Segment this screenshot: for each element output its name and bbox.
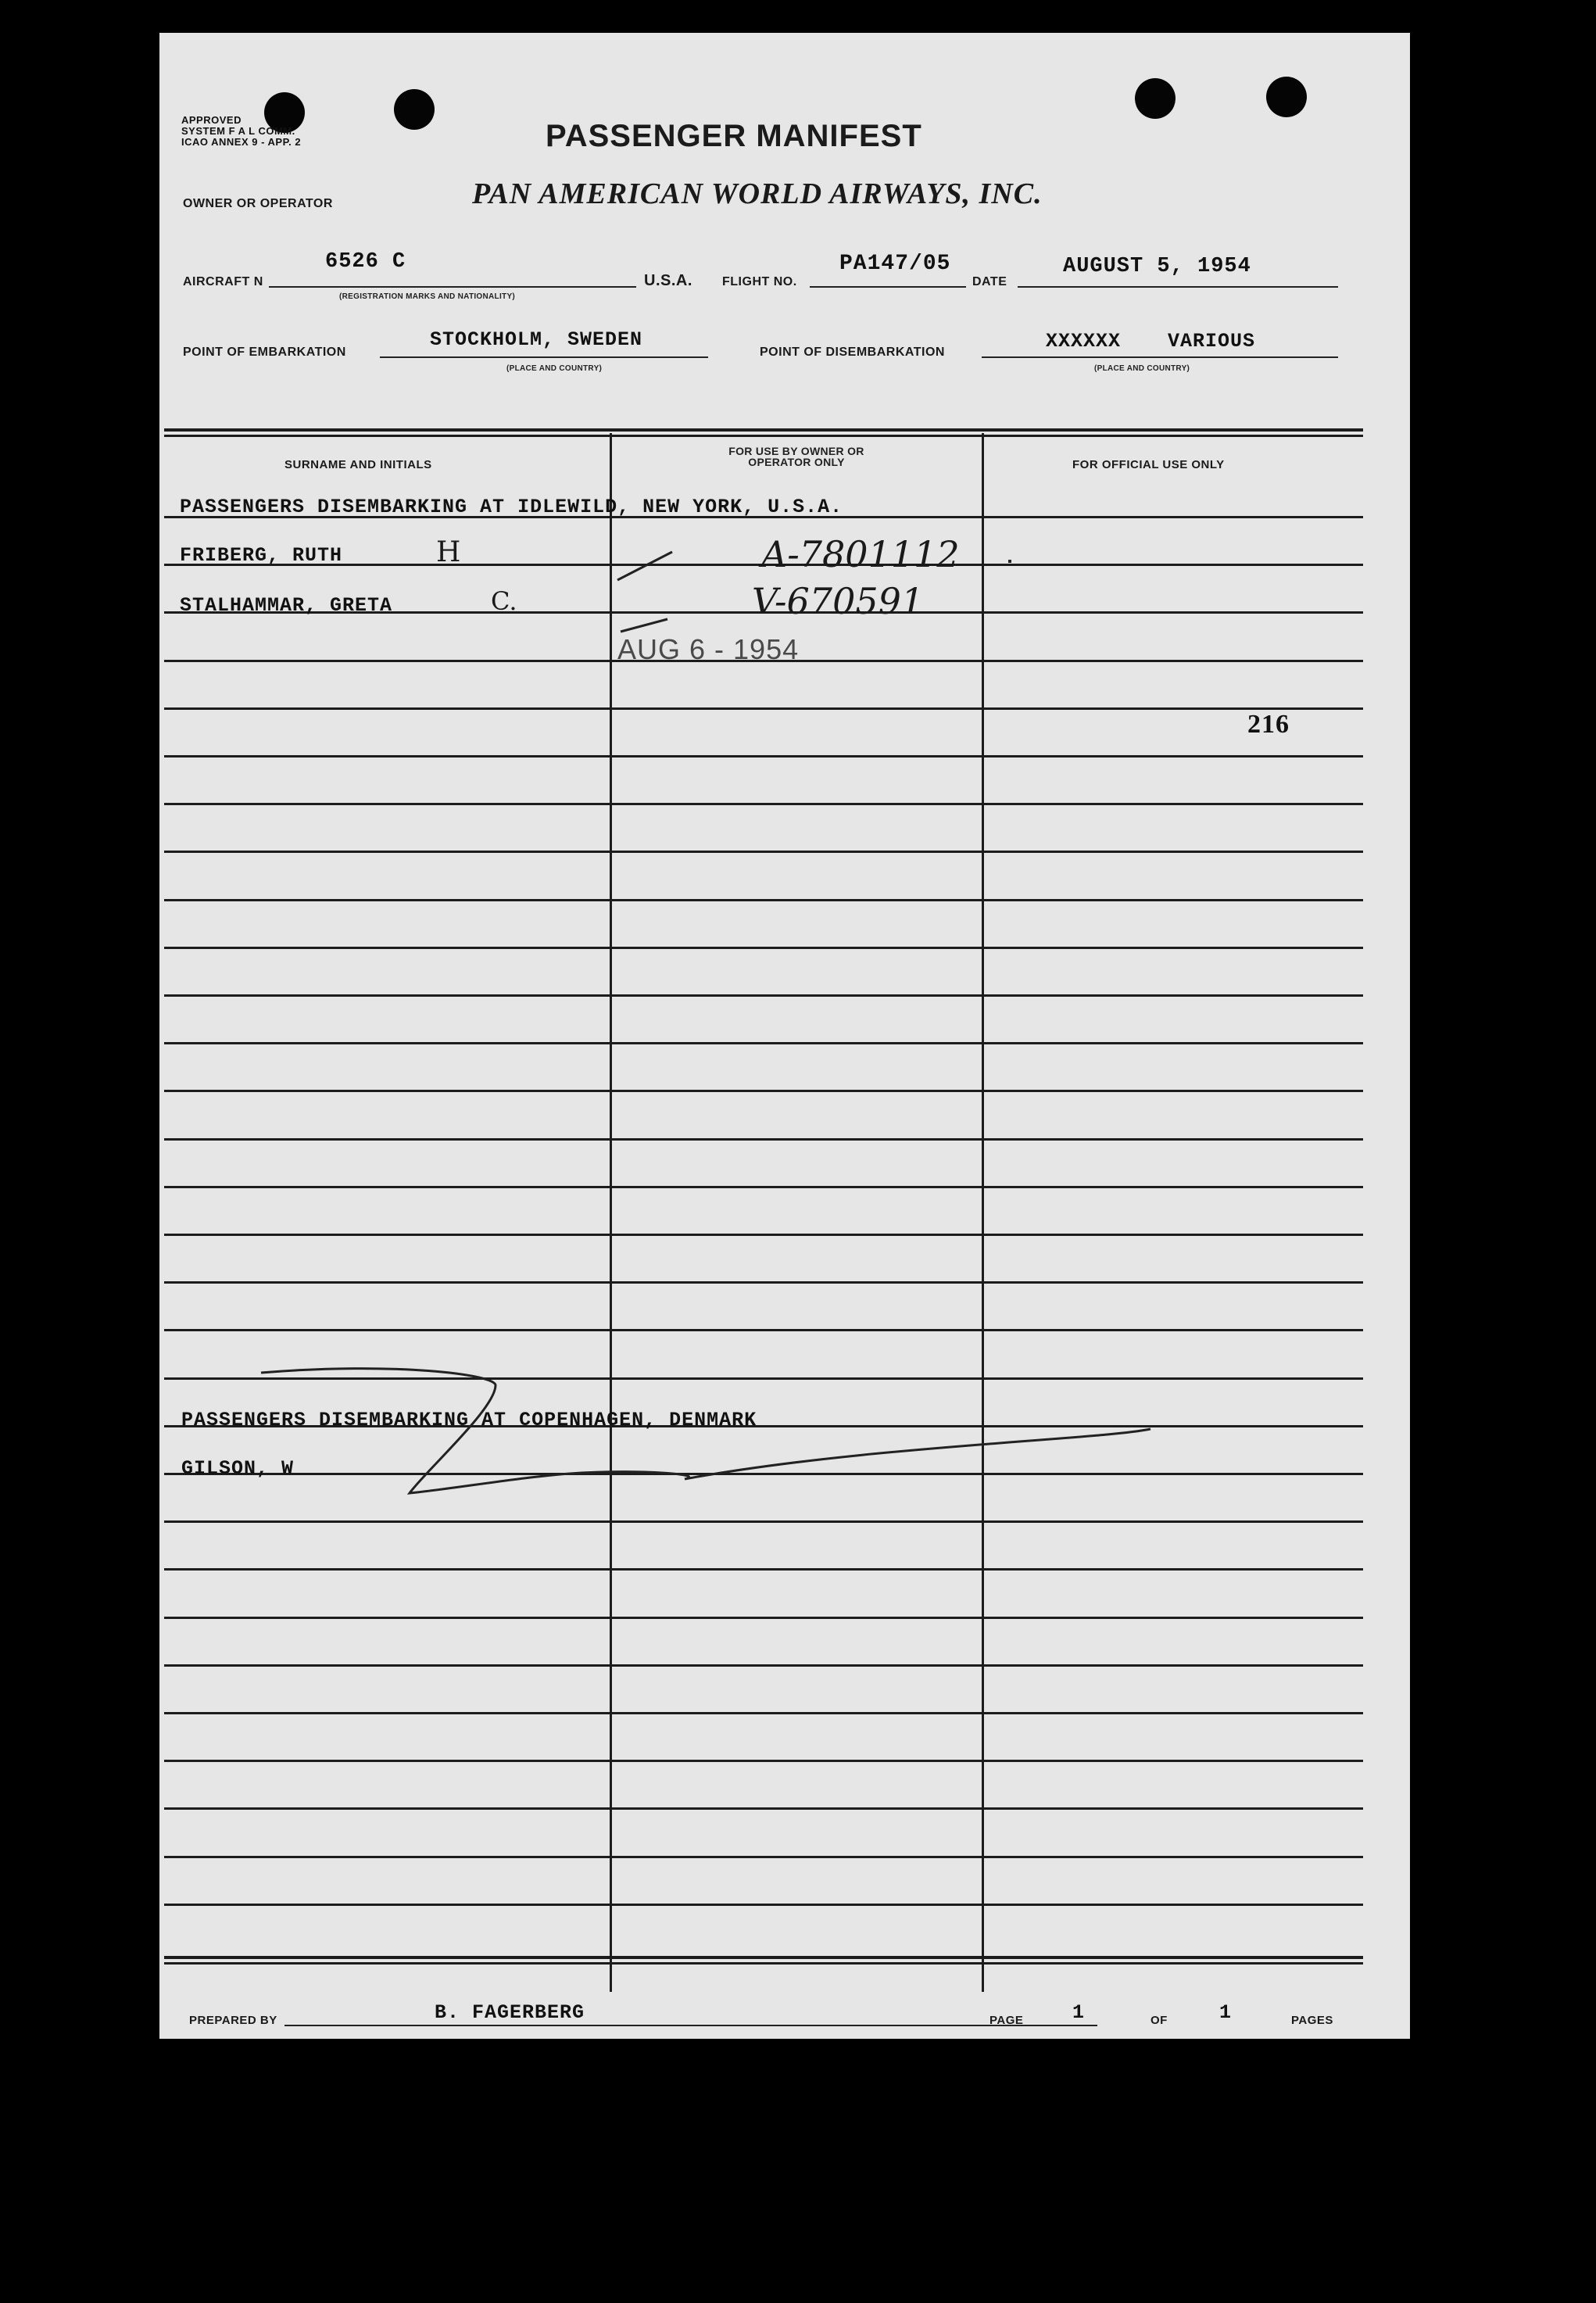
embark-value: STOCKHOLM, SWEDEN	[430, 328, 643, 351]
disembark-struck: XXXXXX	[1046, 330, 1122, 353]
of-label: OF	[1150, 2014, 1168, 2027]
page-label: PAGE	[989, 2014, 1024, 2027]
col-header-names: SURNAME AND INITIALS	[284, 458, 432, 471]
prepared-label: PREPARED BY	[189, 2014, 277, 2027]
airline-name: PAN AMERICAN WORLD AIRWAYS, INC.	[472, 177, 1043, 210]
passenger-initial: C.	[491, 586, 517, 616]
passenger-name: STALHAMMAR, GRETA	[180, 594, 393, 617]
prepared-by: B. FAGERBERG	[435, 2001, 585, 2024]
date-value: AUGUST 5, 1954	[1063, 255, 1251, 278]
form-title: PASSENGER MANIFEST	[546, 119, 922, 153]
disembark-value: VARIOUS	[1168, 330, 1256, 353]
passenger-name: FRIBERG, RUTH	[180, 544, 343, 567]
col-header-official: FOR OFFICIAL USE ONLY	[1072, 458, 1225, 471]
approval-line: APPROVED	[181, 114, 242, 126]
handwritten-marks	[159, 33, 1410, 2039]
received-stamp: AUG 6 - 1954	[617, 633, 800, 665]
nationality: U.S.A.	[644, 272, 692, 289]
approval-line: SYSTEM F A L COMM.	[181, 125, 295, 137]
embark-label: POINT OF EMBARKATION	[183, 346, 346, 359]
col-header-operator-text: FOR USE BY OWNER OR OPERATOR ONLY	[728, 445, 864, 468]
official-number: 216	[1247, 710, 1290, 739]
aircraft-note: (REGISTRATION MARKS AND NATIONALITY)	[339, 292, 516, 301]
page-number: 1	[1072, 2001, 1086, 2024]
flight-value: PA147/05	[839, 252, 951, 276]
place-note: (PLACE AND COUNTRY)	[1094, 364, 1190, 373]
pages-label: PAGES	[1291, 2014, 1333, 2027]
aircraft-value: 6526 C	[325, 250, 406, 274]
owner-label: OWNER OR OPERATOR	[183, 197, 333, 210]
passenger-initial: H	[436, 536, 461, 568]
date-label: DATE	[972, 275, 1007, 288]
approval-line: ICAO ANNEX 9 - APP. 2	[181, 136, 302, 148]
aircraft-label: AIRCRAFT N	[183, 275, 263, 288]
passenger-name: GILSON, W	[181, 1457, 295, 1480]
passenger-number: V-670591	[752, 580, 925, 622]
passenger-number: A-7801112	[761, 533, 960, 575]
place-note: (PLACE AND COUNTRY)	[506, 364, 603, 373]
manifest-sheet	[159, 33, 1410, 2039]
flight-label: FLIGHT NO.	[722, 275, 797, 288]
group-heading-new-york: PASSENGERS DISEMBARKING AT IDLEWILD, NEW YORK, U.S.A.	[180, 496, 843, 518]
disembark-label: POINT OF DISEMBARKATION	[760, 346, 945, 359]
group-heading-copenhagen: PASSENGERS DISEMBARKING AT COPENHAGEN, DENMARK	[181, 1409, 757, 1431]
page-total: 1	[1219, 2001, 1233, 2024]
